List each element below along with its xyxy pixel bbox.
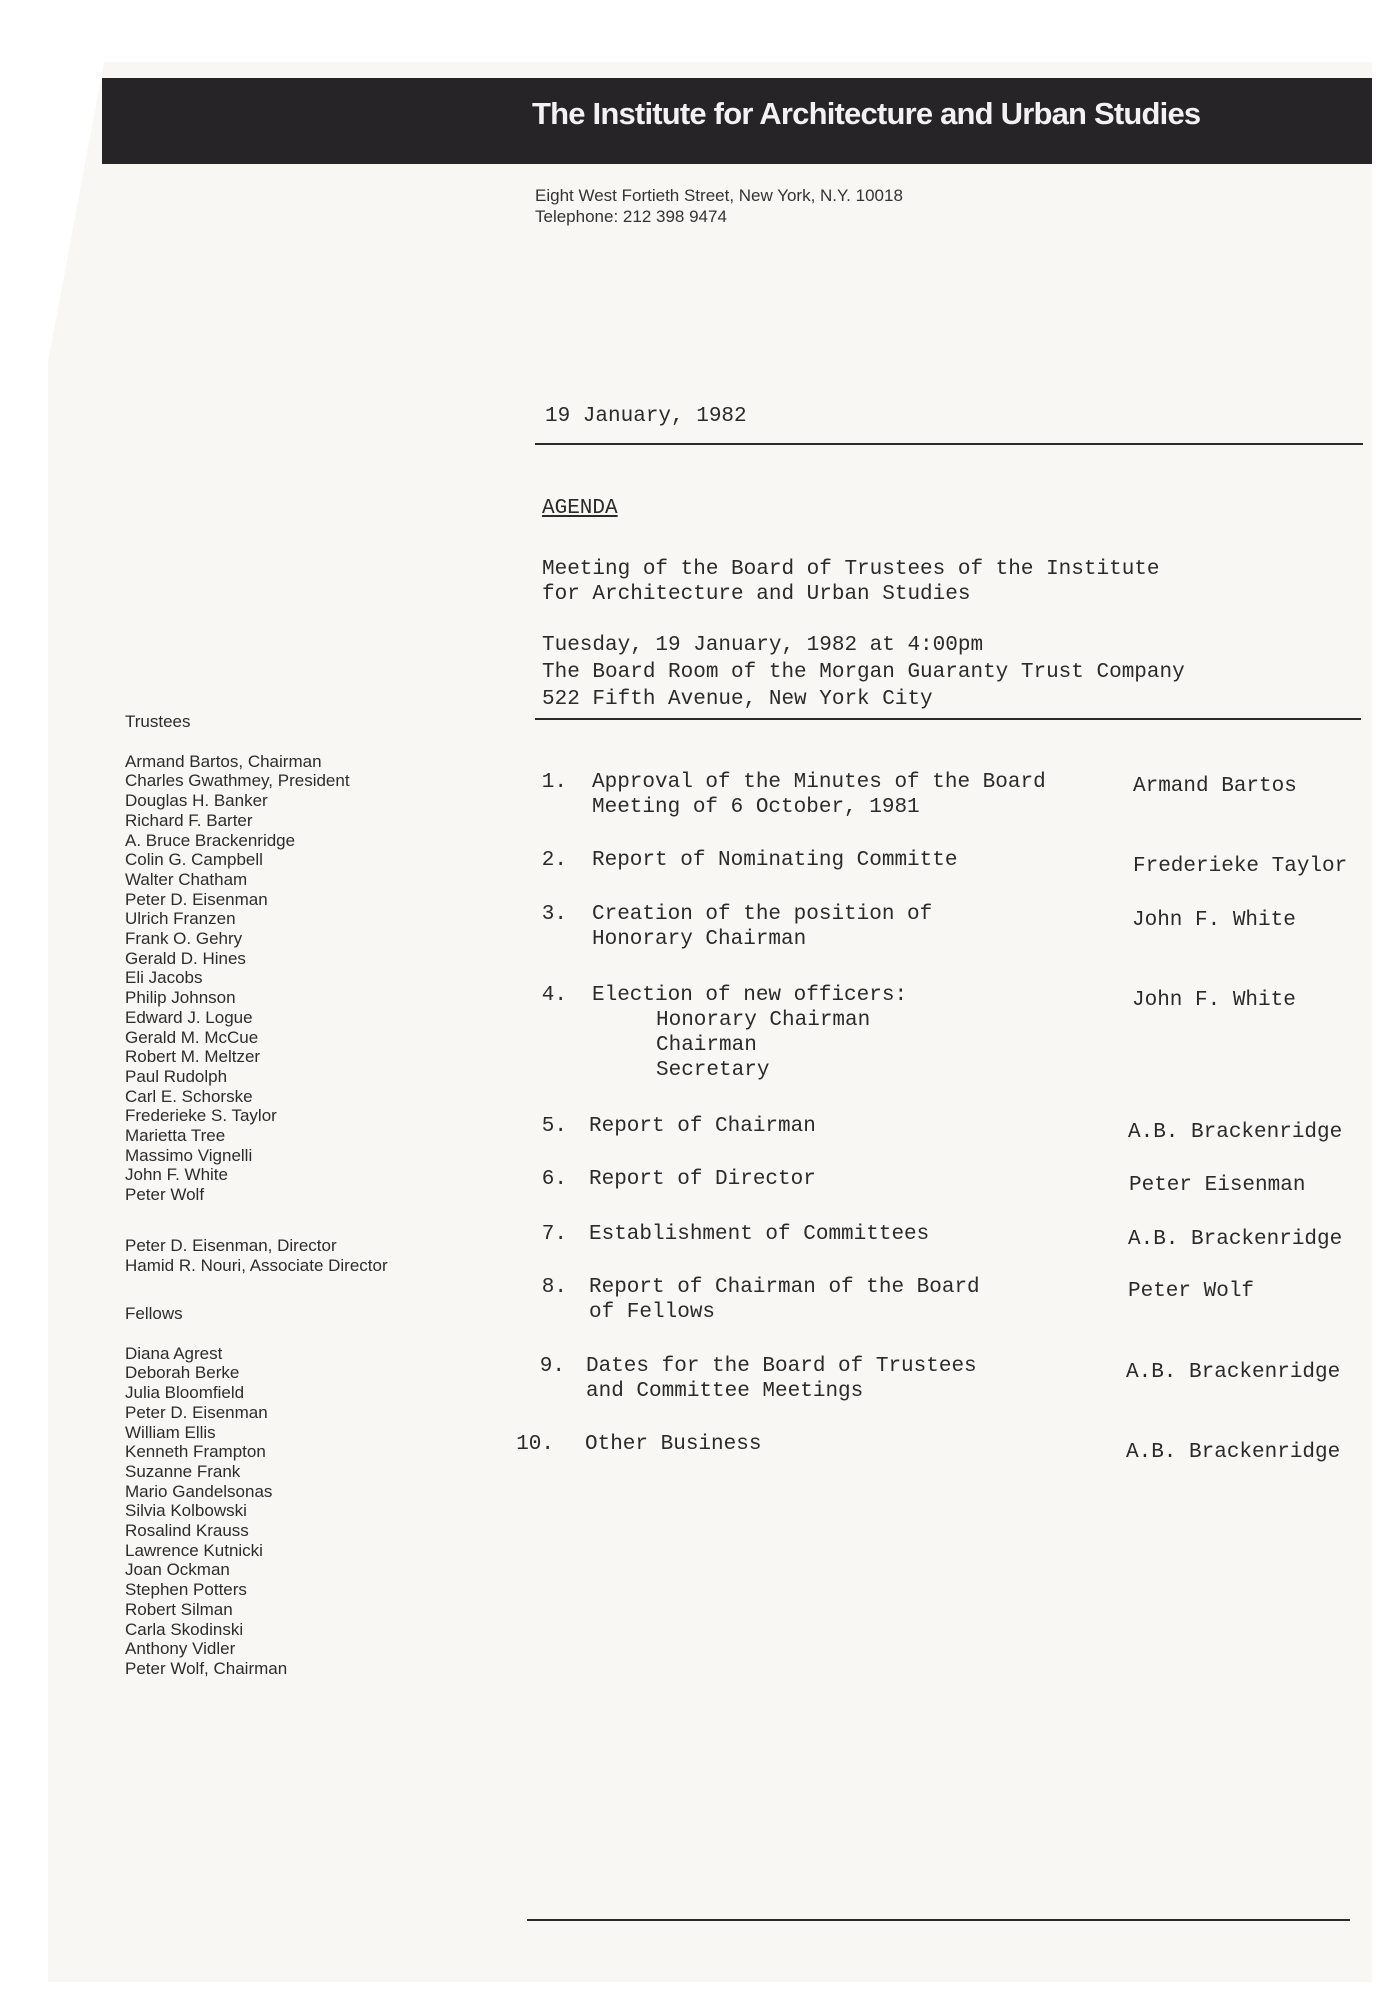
item-presenter: Frederieke Taylor xyxy=(1133,855,1348,878)
item-number: 9. xyxy=(539,1355,565,1378)
staff-list xyxy=(125,1236,388,1275)
item-text: Creation of the position of xyxy=(592,903,933,926)
address-line: Eight West Fortieth Street, New York, N.Y. 10018 xyxy=(535,186,903,205)
fellow-name: Stephen Potters xyxy=(125,1580,247,1600)
item-number: 3. xyxy=(541,903,567,926)
trustee-name: Charles Gwathmey, President xyxy=(125,771,350,791)
item-number: 4. xyxy=(541,984,567,1007)
item-presenter: Armand Bartos xyxy=(1133,775,1297,798)
fellows-list xyxy=(125,1304,287,1679)
meeting-datetime: Tuesday, 19 January, 1982 at 4:00pm xyxy=(542,634,984,657)
fellow-name: Kenneth Frampton xyxy=(125,1442,266,1462)
item-text: Report of Director xyxy=(589,1168,816,1191)
trustee-name: Robert M. Meltzer xyxy=(125,1047,261,1067)
item-number: 1. xyxy=(541,771,567,794)
staff-name: Peter D. Eisenman, Director xyxy=(125,1236,337,1255)
fellow-name: Suzanne Frank xyxy=(125,1461,241,1481)
trustee-name: Ulrich Franzen xyxy=(125,909,236,929)
item-number: 5. xyxy=(541,1115,567,1138)
item-text: Other Business xyxy=(585,1433,762,1456)
item-number: 8. xyxy=(541,1276,567,1299)
fellow-name: Silvia Kolbowski xyxy=(125,1501,247,1521)
item-presenter: A.B. Brackenridge xyxy=(1126,1361,1341,1384)
item-text: Election of new officers: xyxy=(592,984,908,1007)
meeting-venue: The Board Room of the Morgan Guaranty Trust Company xyxy=(542,661,1185,684)
item-subtext: Chairman xyxy=(656,1034,757,1057)
institute-title: The Institute for Architecture and Urban Studies xyxy=(532,96,1201,131)
item-text: of Fellows xyxy=(589,1301,716,1324)
item-text: Dates for the Board of Trustees xyxy=(586,1355,977,1378)
item-presenter: A.B. Brackenridge xyxy=(1128,1121,1343,1144)
trustees-heading: Trustees xyxy=(125,712,191,731)
trustee-name: Frederieke S. Taylor xyxy=(125,1106,277,1126)
item-subtext: Honorary Chairman xyxy=(656,1009,871,1032)
fellow-name: Diana Agrest xyxy=(125,1343,223,1363)
staff-name: Hamid R. Nouri, Associate Director xyxy=(125,1255,388,1275)
fellow-name: Mario Gandelsonas xyxy=(125,1481,273,1501)
trustee-name: Frank O. Gehry xyxy=(125,929,243,949)
item-presenter: John F. White xyxy=(1132,989,1296,1012)
item-number: 6. xyxy=(541,1168,567,1191)
fellow-name: William Ellis xyxy=(125,1422,216,1442)
trustee-name: Peter D. Eisenman xyxy=(125,889,268,909)
item-number: 7. xyxy=(541,1223,567,1246)
meeting-line: Meeting of the Board of Trustees of the Institute xyxy=(542,558,1160,581)
item-subtext: Secretary xyxy=(656,1059,770,1082)
item-text: Report of Nominating Committe xyxy=(592,849,958,872)
fellow-name: Julia Bloomfield xyxy=(125,1383,245,1403)
trustee-name: Armand Bartos, Chairman xyxy=(125,751,322,771)
fellows-heading: Fellows xyxy=(125,1304,183,1323)
letter-date: 19 January, 1982 xyxy=(545,405,747,428)
meeting-address: 522 Fifth Avenue, New York City xyxy=(542,688,933,711)
meeting-line: for Architecture and Urban Studies xyxy=(542,583,971,606)
trustee-name: Carl E. Schorske xyxy=(125,1086,253,1106)
item-text: Meeting of 6 October, 1981 xyxy=(592,796,920,819)
item-number: 2. xyxy=(541,849,567,872)
item-text: Report of Chairman of the Board xyxy=(589,1276,980,1299)
agenda-heading: AGENDA xyxy=(542,497,618,520)
trustee-name: Eli Jacobs xyxy=(125,968,203,988)
fellow-name: Lawrence Kutnicki xyxy=(125,1540,263,1560)
trustee-name: Marietta Tree xyxy=(125,1126,226,1146)
item-presenter: A.B. Brackenridge xyxy=(1126,1441,1341,1464)
item-presenter: Peter Eisenman xyxy=(1129,1174,1306,1197)
trustee-name: Gerald M. McCue xyxy=(125,1027,259,1047)
meeting-when-where xyxy=(542,632,1185,713)
fellow-name: Peter Wolf, Chairman xyxy=(125,1658,288,1678)
item-text: Honorary Chairman xyxy=(592,928,807,951)
fellow-name: Anthony Vidler xyxy=(125,1639,236,1659)
meeting-description xyxy=(542,557,1160,607)
trustee-name: Paul Rudolph xyxy=(125,1066,228,1086)
letterhead-address xyxy=(535,185,903,227)
item-presenter: Peter Wolf xyxy=(1128,1280,1255,1303)
agenda-rule xyxy=(535,718,1361,720)
fellow-name: Peter D. Eisenman xyxy=(125,1402,268,1422)
item-text: and Committee Meetings xyxy=(586,1380,864,1403)
fellow-name: Robert Silman xyxy=(125,1599,233,1619)
trustee-name: Peter Wolf xyxy=(125,1185,205,1205)
telephone-line: Telephone: 212 398 9474 xyxy=(535,207,727,226)
item-text: Establishment of Committees xyxy=(589,1223,930,1246)
trustees-list xyxy=(125,712,350,1205)
fellow-name: Deborah Berke xyxy=(125,1363,240,1383)
trustee-name: Douglas H. Banker xyxy=(125,791,268,811)
item-text: Report of Chairman xyxy=(589,1115,816,1138)
date-rule xyxy=(535,443,1363,445)
trustee-name: John F. White xyxy=(125,1165,228,1185)
trustee-name: Philip Johnson xyxy=(125,988,236,1008)
fellow-name: Rosalind Krauss xyxy=(125,1521,249,1541)
item-number: 10. xyxy=(516,1433,554,1456)
trustee-name: Edward J. Logue xyxy=(125,1007,253,1027)
item-text: Approval of the Minutes of the Board xyxy=(592,771,1046,794)
trustee-name: A. Bruce Brackenridge xyxy=(125,830,296,850)
trustee-name: Massimo Vignelli xyxy=(125,1145,253,1165)
trustee-name: Richard F. Barter xyxy=(125,810,253,830)
trustee-name: Gerald D. Hines xyxy=(125,948,246,968)
trustee-name: Walter Chatham xyxy=(125,869,248,889)
footer-rule xyxy=(527,1919,1350,1921)
item-presenter: John F. White xyxy=(1132,909,1296,932)
trustee-name: Colin G. Campbell xyxy=(125,850,263,870)
fellow-name: Joan Ockman xyxy=(125,1560,230,1580)
item-presenter: A.B. Brackenridge xyxy=(1128,1228,1343,1251)
fellow-name: Carla Skodinski xyxy=(125,1619,244,1639)
